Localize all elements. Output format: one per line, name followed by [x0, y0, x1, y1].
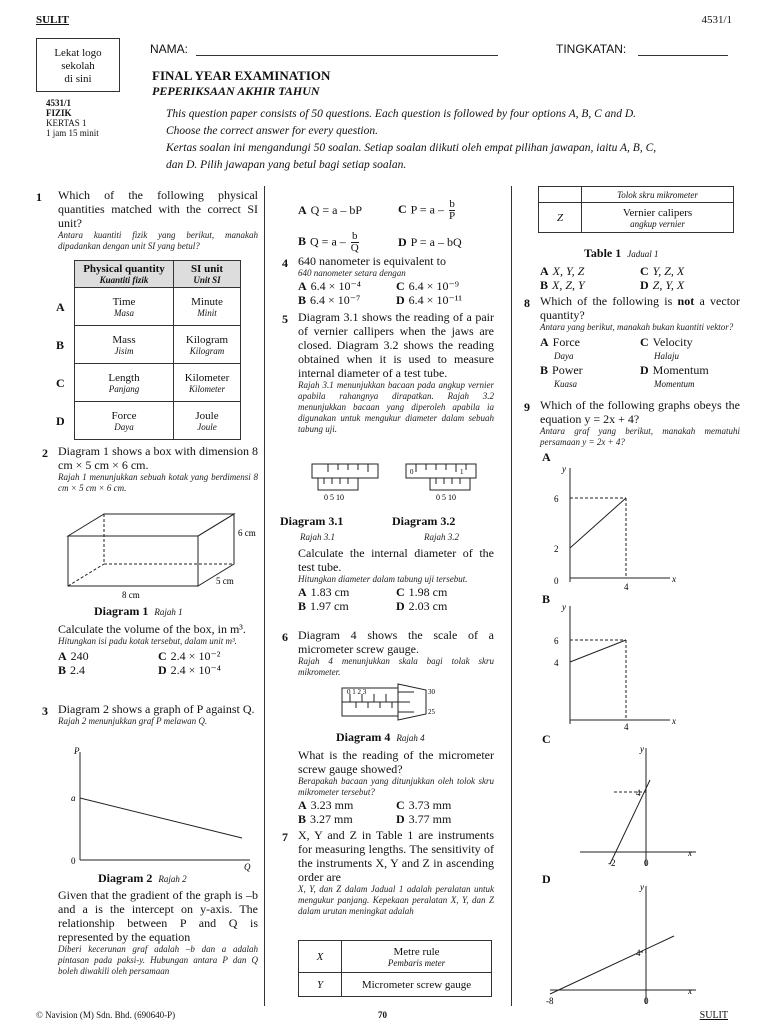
q6-option-c-text: 3.73 mm [408, 798, 452, 812]
name-label: NAMA: [150, 42, 189, 56]
form-label: TINGKATAN: [556, 42, 627, 56]
q9-graph-b [540, 600, 680, 730]
q1-row-a-si-m: Minit [197, 307, 217, 318]
vernier-3-1 [312, 464, 378, 502]
paper-code-right: 4531/1 [701, 14, 732, 26]
column-divider-1 [264, 186, 265, 1006]
graph-a-y-6: 6 [554, 494, 559, 504]
logo-text-3: di sini [64, 73, 92, 85]
q8-text-pre: Which of the following is [540, 294, 673, 308]
q3-number: 3 [42, 704, 48, 718]
q8-option-d-text: Momentum [652, 363, 709, 377]
footer-sulit: SULIT [699, 1010, 728, 1021]
q2-option-b[interactable]: B 2.4 [58, 663, 86, 677]
q1-number: 1 [36, 190, 42, 204]
diagram-4-title: Diagram 4 [336, 730, 391, 744]
q9-graph-c [540, 742, 700, 872]
q3-option-c-num: b [449, 197, 455, 210]
name-field[interactable] [196, 55, 498, 56]
q7-option-b[interactable]: B X, Z, Y [540, 278, 585, 292]
diagram-3-2-label-m: Rajah 3.2 [424, 532, 459, 542]
q3-options [298, 198, 498, 256]
diagram-2-title: Diagram 2 [98, 871, 153, 885]
q9-translation: Antara graf yang berikut, manakah mematuhi persamaan y = 2x + 4? [540, 426, 740, 447]
q7-option-a[interactable]: A X, Y, Z [540, 264, 585, 278]
q1-header-si-m: Unit SI [193, 275, 221, 285]
paper-duration: 1 jam 15 minit [46, 128, 99, 138]
q2-ask: Calculate the volume of the box, in m³. [58, 622, 246, 636]
diagram-2-label [98, 871, 187, 886]
footer-page-number: 70 [378, 1010, 387, 1020]
micrometer-main-scale: 0 1 2 3 [347, 688, 367, 696]
q5-option-c-text: 1.98 cm [408, 585, 448, 599]
q4-option-a-text: 6.4 × 10⁻⁴ [310, 279, 361, 293]
graph-d-x-0: 0 [644, 996, 649, 1006]
q8-option-a[interactable]: A Force Daya [540, 335, 640, 363]
graph-axis-q: Q [244, 862, 251, 872]
paper-subject: FIZIK [46, 108, 72, 118]
q8-option-c[interactable]: C Velocity Halaju [640, 335, 740, 363]
form-field[interactable] [638, 55, 728, 56]
q2-ask-m: Hitungkan isi padu kotak tersebut, dalam unit m³. [58, 636, 237, 646]
q5-option-d[interactable]: D 2.03 cm [396, 599, 448, 613]
logo-text-2: sekolah [61, 60, 95, 72]
graph-p-q [66, 746, 256, 872]
vernier-2-main-1: 1 [460, 468, 464, 476]
table1-row-z [582, 203, 734, 233]
box-dim-width: 8 cm [122, 590, 140, 600]
q6-text: Diagram 4 shows the scale of a micrometer screw gauge. [298, 628, 494, 656]
q9-text: Which of the following graphs obeys the equation y = 2x + 4? [540, 398, 740, 426]
q5-option-d-text: 2.03 cm [408, 599, 448, 613]
q9-graph-a [540, 462, 680, 592]
q1-option-d[interactable]: D [56, 414, 65, 428]
q1-row-d-pq-m: Daya [114, 421, 134, 432]
graph-label-a: a [71, 793, 76, 803]
q3-given-m: Diberi kecerunan graf adalah –b dan a adalah pintasan pada paksi-y. Hubungan antara P dan Q boleh diwakili oleh persamaan [58, 944, 258, 976]
q8-translation: Antara yang berikut, manakah bukan kuantiti vektor? [540, 322, 734, 332]
table1-row-x-key: X [299, 941, 342, 973]
header-sulit-left: SULIT [36, 14, 70, 26]
q1-option-a[interactable]: A [56, 300, 65, 314]
instruction-3: Kertas soalan ini mengandungi 50 soalan. Setiap soalan diikuti oleh empat pilihan jawapan, iaitu A, B, C, [166, 142, 657, 154]
table-1-title: Table 1 [584, 246, 622, 260]
vernier-3-2 [406, 464, 476, 502]
logo-box [36, 38, 120, 92]
table-1-title-m: Jadual 1 [627, 249, 659, 259]
q4-option-b[interactable]: B 6.4 × 10⁻⁷ [298, 293, 361, 307]
q3-option-c[interactable]: C P = a – $\frac{b}{P}$ [398, 197, 456, 222]
q3-option-c-text: P = a – [410, 201, 444, 216]
q4-option-c-text: 6.4 × 10⁻⁹ [408, 279, 459, 293]
table1-row-y-key: Y [299, 973, 342, 997]
q5-text: Diagram 3.1 shows the reading of a pair of vernier callipers when the jaws are closed. Diagram 3.2 shows the reading obtained when it is used to measure internal diameter of a test tube. [298, 310, 494, 380]
q7-option-c-text: Y, Z, X [652, 264, 685, 278]
q2-option-c-text: 2.4 × 10⁻² [170, 649, 221, 663]
q4-option-a[interactable]: A 6.4 × 10⁻⁴ [298, 279, 361, 293]
table1-row-x [342, 941, 492, 973]
q7-text: X, Y and Z in Table 1 are instruments for measuring lengths. The sensitivity of the instruments X, Y and Z in ascending order are [298, 828, 494, 884]
q1-row-b-pq: Mass [112, 333, 136, 346]
q1-row-a-pq-m: Masa [114, 307, 134, 318]
graph-c-y-4: 4 [636, 788, 641, 798]
diagram-4-label [336, 730, 425, 745]
graph-a-x-4: 4 [624, 582, 629, 592]
q1-row-a-si: Minute [191, 295, 223, 308]
q6-option-d[interactable]: D 3.77 mm [396, 812, 452, 826]
box-diagram [58, 500, 258, 600]
q7-option-a-text: X, Y, Z [552, 264, 585, 278]
q8-text [540, 294, 740, 322]
q4-text: 640 nanometer is equivalent to [298, 254, 446, 268]
q6-translation: Rajah 4 menunjukkan skala bagi tolak skru mikrometer. [298, 656, 494, 677]
q2-option-a[interactable]: A 240 [58, 649, 89, 663]
paper-code: 4531/1 [46, 98, 72, 108]
graph-label-0: 0 [71, 856, 76, 866]
q1-table [74, 260, 241, 440]
q9-option-d[interactable]: D [542, 872, 551, 886]
q8-option-c-text: Velocity [652, 335, 693, 349]
exam-subtitle: PEPERIKSAAN AKHIR TAHUN [152, 84, 320, 98]
instruction-2: Choose the correct answer for every question. [166, 125, 378, 137]
q5-number: 5 [282, 312, 288, 326]
q3-option-b-text: Q = a – [310, 233, 346, 248]
q5-option-b-text: 1.97 cm [310, 599, 349, 613]
graph-c-x-0: 0 [644, 858, 649, 868]
q6-option-a[interactable]: A 3.23 mm [298, 798, 354, 812]
box-dim-depth: 5 cm [216, 576, 234, 586]
q3-option-b-den: Q [350, 241, 359, 254]
q8-text-not: not [677, 294, 695, 308]
q3-text: Diagram 2 shows a graph of P against Q. [58, 702, 255, 716]
graph-b-x-4: 4 [624, 722, 629, 732]
q4-option-c[interactable]: C 6.4 × 10⁻⁹ [396, 279, 459, 293]
q1-header-pq-m: Kuantiti fizik [99, 275, 149, 285]
q8-option-c-m: Halaju [654, 351, 680, 361]
q2-option-b-text: 2.4 [70, 663, 86, 677]
logo-text-1: Lekat logo [54, 47, 102, 59]
q1-row-d-si: Joule [195, 409, 219, 422]
q1-option-c[interactable]: C [56, 376, 65, 390]
q5-option-b[interactable]: B 1.97 cm [298, 599, 349, 613]
q3-given: Given that the gradient of the graph is –b and a is the intercept on y-axis. The relationship between P and Q is represented by the equation [58, 888, 258, 944]
q2-option-c[interactable]: C 2.4 × 10⁻² [158, 649, 221, 663]
q8-option-a-text: Force [552, 335, 580, 349]
q6-option-a-text: 3.23 mm [310, 798, 354, 812]
q7-options [540, 264, 740, 292]
vernier-2-main-0: 0 [410, 468, 414, 476]
q8-option-d-m: Momentum [654, 379, 695, 389]
diagram-1-title-m: Rajah 1 [154, 607, 183, 617]
q9-option-c[interactable]: C [542, 732, 551, 746]
q1-header-si: SI unit [190, 263, 224, 275]
diagram-3-1-label-m: Rajah 3.1 [300, 532, 335, 542]
q4-translation: 640 nanometer setara dengan [298, 268, 406, 278]
q9-option-a[interactable]: A [542, 450, 551, 464]
paper-number: KERTAS 1 [46, 118, 87, 128]
q3-option-d[interactable]: D P = a – bQ [398, 235, 462, 249]
graph-c-x-neg2: -2 [608, 858, 616, 868]
q7-translation: X, Y, dan Z dalam Jadual 1 adalah peralatan untuk mengukur panjang. Kepekaan peralatan X, Y, dan Z dalam urutan meningkat adalah [298, 884, 494, 916]
q7-option-b-text: X, Z, Y [552, 278, 585, 292]
q1-row-b-si-m: Kilogram [189, 345, 225, 356]
column-divider-2 [511, 186, 512, 1006]
diagram-3-2-label: Diagram 3.2 [392, 514, 456, 528]
table1-row-z-key: Z [539, 203, 582, 233]
q7-option-d-text: Z, Y, X [652, 278, 685, 292]
q1-header-pq: Physical quantity [83, 263, 165, 275]
table1-row-y-m: Tolok skru mikrometer [582, 187, 734, 203]
q5-option-a[interactable]: A 1.83 cm [298, 585, 350, 599]
table1-row-y-value: Micrometer screw gauge [342, 973, 492, 997]
q8-option-a-m: Daya [554, 351, 574, 361]
q8-option-b-text: Power [552, 363, 583, 377]
q1-row-a-pq: Time [112, 295, 136, 308]
q8-option-b-m: Kuasa [554, 379, 578, 389]
q2-number: 2 [42, 446, 48, 460]
q3-option-b[interactable]: B Q = a – $\frac{b}{Q}$ [298, 229, 359, 254]
q6-option-b[interactable]: B 3.27 mm [298, 812, 353, 826]
graph-a-x-0: 0 [554, 576, 559, 586]
q7-option-c[interactable]: C Y, Z, X [640, 264, 685, 278]
q1-table-wrap [36, 260, 241, 440]
q6-option-c[interactable]: C 3.73 mm [396, 798, 452, 812]
table-1-label [584, 246, 659, 261]
diagram-2-title-m: Rajah 2 [158, 874, 187, 884]
table-1-part-2 [538, 186, 734, 233]
q9-option-b[interactable]: B [542, 592, 551, 606]
q8-text-post: a vector quantity? [540, 294, 741, 322]
q5-ask-m: Hitungkan diameter dalam tabung uji tersebut. [298, 574, 468, 584]
q6-option-d-text: 3.77 mm [408, 812, 452, 826]
box-dim-height: 6 cm [238, 528, 256, 538]
q5-option-c[interactable]: C 1.98 cm [396, 585, 448, 599]
q9-graph-d [540, 880, 700, 1010]
q7-number: 7 [282, 830, 288, 844]
table1-row-x-m: Pembaris meter [387, 957, 446, 968]
q3-option-b-num: b [352, 229, 358, 242]
q1-row-d-si-m: Joule [197, 421, 217, 432]
vernier-1-scale: 0 5 10 [324, 493, 344, 502]
graph-a-axis-x: x [672, 574, 676, 584]
q1-text: Which of the following physical quantities matched with the correct SI unit? [58, 188, 258, 230]
q2-translation: Rajah 1 menunjukkan sebuah kotak yang berdimensi 8 cm × 5 cm × 6 cm. [58, 472, 258, 493]
q8-option-d[interactable]: D Momentum Momentum [640, 363, 740, 391]
graph-b-y-6: 6 [554, 636, 559, 646]
graph-b-y-4: 4 [554, 658, 559, 668]
q1-translation: Antara kuantiti fizik yang berikut, manakah dipadankan dengan unit SI yang betul? [58, 230, 258, 251]
diagram-1-title: Diagram 1 [94, 604, 149, 618]
diagram-1-label [94, 604, 183, 619]
graph-axis-p: P [74, 746, 80, 756]
graph-c-axis-y: y [640, 744, 644, 754]
table1-row-z-value: Vernier calipers [622, 206, 693, 219]
q4-option-d-text: 6.4 × 10⁻¹¹ [408, 293, 462, 307]
diagram-3-1-label: Diagram 3.1 [280, 514, 344, 528]
graph-d-y-4: 4 [636, 948, 641, 958]
q2-option-a-text: 240 [70, 649, 89, 663]
instruction-1: This question paper consists of 50 questions. Each question is followed by four options A, B, C and D. [166, 108, 637, 120]
q7-option-d[interactable]: D Z, Y, X [640, 278, 685, 292]
q1-row-c-pq-m: Panjang [108, 383, 140, 394]
q3-option-a-text: Q = a – bP [310, 203, 363, 217]
q2-option-d-text: 2.4 × 10⁻⁴ [170, 663, 221, 677]
q5-option-a-text: 1.83 cm [310, 585, 350, 599]
q3-option-c-den: P [449, 209, 456, 222]
q1-row-d-pq: Force [111, 409, 137, 422]
vernier-2-scale: 0 5 10 [436, 493, 456, 502]
q3-option-a[interactable]: A Q = a – bP [298, 203, 363, 217]
q2-option-d[interactable]: D 2.4 × 10⁻⁴ [158, 663, 221, 677]
q1-row-c-pq: Length [108, 371, 140, 384]
thimble-25: 25 [428, 708, 435, 716]
table1-row-x-value: Metre rule [393, 945, 440, 958]
q9-number: 9 [524, 400, 530, 414]
micrometer-diagram [340, 684, 460, 724]
diagram-4-title-m: Rajah 4 [396, 733, 425, 743]
table1-row-z-m: angkup vernier [630, 218, 685, 229]
graph-b-axis-y: y [562, 602, 566, 612]
q3-option-d-text: P = a – bQ [410, 235, 462, 249]
thimble-30: 30 [428, 688, 435, 696]
q1-row-c-si-m: Kilometer [189, 383, 225, 394]
graph-d-x-neg8: -8 [546, 996, 554, 1006]
graph-b-axis-x: x [672, 716, 676, 726]
q4-option-d[interactable]: D 6.4 × 10⁻¹¹ [396, 293, 462, 307]
q6-number: 6 [282, 630, 288, 644]
instructions [166, 106, 726, 174]
q4-option-b-text: 6.4 × 10⁻⁷ [310, 293, 361, 307]
q2-text: Diagram 1 shows a box with dimension 8 cm × 5 cm × 6 cm. [58, 444, 258, 472]
q5-translation: Rajah 3.1 menunjukkan bacaan pada angkup vernier apabila rahangnya dirapatkan. Rajah 3.2 menunjukkan bacaan yang diperoleh apabila ia digunakan untuk mengukur diameter dalam sebuah tabung uji. [298, 380, 494, 434]
graph-d-axis-y: y [640, 882, 644, 892]
q8-number: 8 [524, 296, 530, 310]
q6-ask-m: Berapakah bacaan yang ditunjukkan oleh tolok skru mikrometer tersebut? [298, 776, 494, 797]
q1-row-c-si: Kilometer [184, 371, 230, 384]
footer-copyright: © Navision (M) Sdn. Bhd. (690640-P) [36, 1010, 176, 1020]
q1-row-b-pq-m: Jisim [114, 345, 134, 356]
graph-d-axis-x: x [688, 986, 692, 996]
q1-option-b[interactable]: B [56, 338, 65, 352]
vernier-diagrams [310, 462, 480, 508]
q6-option-b-text: 3.27 mm [310, 812, 353, 826]
q6-ask: What is the reading of the micrometer screw gauge showed? [298, 748, 494, 776]
q4-number: 4 [282, 256, 288, 270]
paper-info [46, 98, 99, 138]
q3-translation: Rajah 2 menunjukkan graf P melawan Q. [58, 716, 208, 726]
graph-a-y-2: 2 [554, 544, 559, 554]
exam-title: FINAL YEAR EXAMINATION [152, 68, 331, 83]
instruction-4: dan D. Pilih jawapan yang betul bagi setiap soalan. [166, 159, 407, 171]
table-1-part-1 [298, 940, 492, 997]
graph-a-axis-y: y [562, 464, 566, 474]
graph-c-axis-x: x [688, 848, 692, 858]
q8-option-b[interactable]: B Power Kuasa [540, 363, 640, 391]
q5-ask: Calculate the internal diameter of the test tube. [298, 546, 494, 574]
q1-row-b-si: Kilogram [185, 333, 229, 346]
